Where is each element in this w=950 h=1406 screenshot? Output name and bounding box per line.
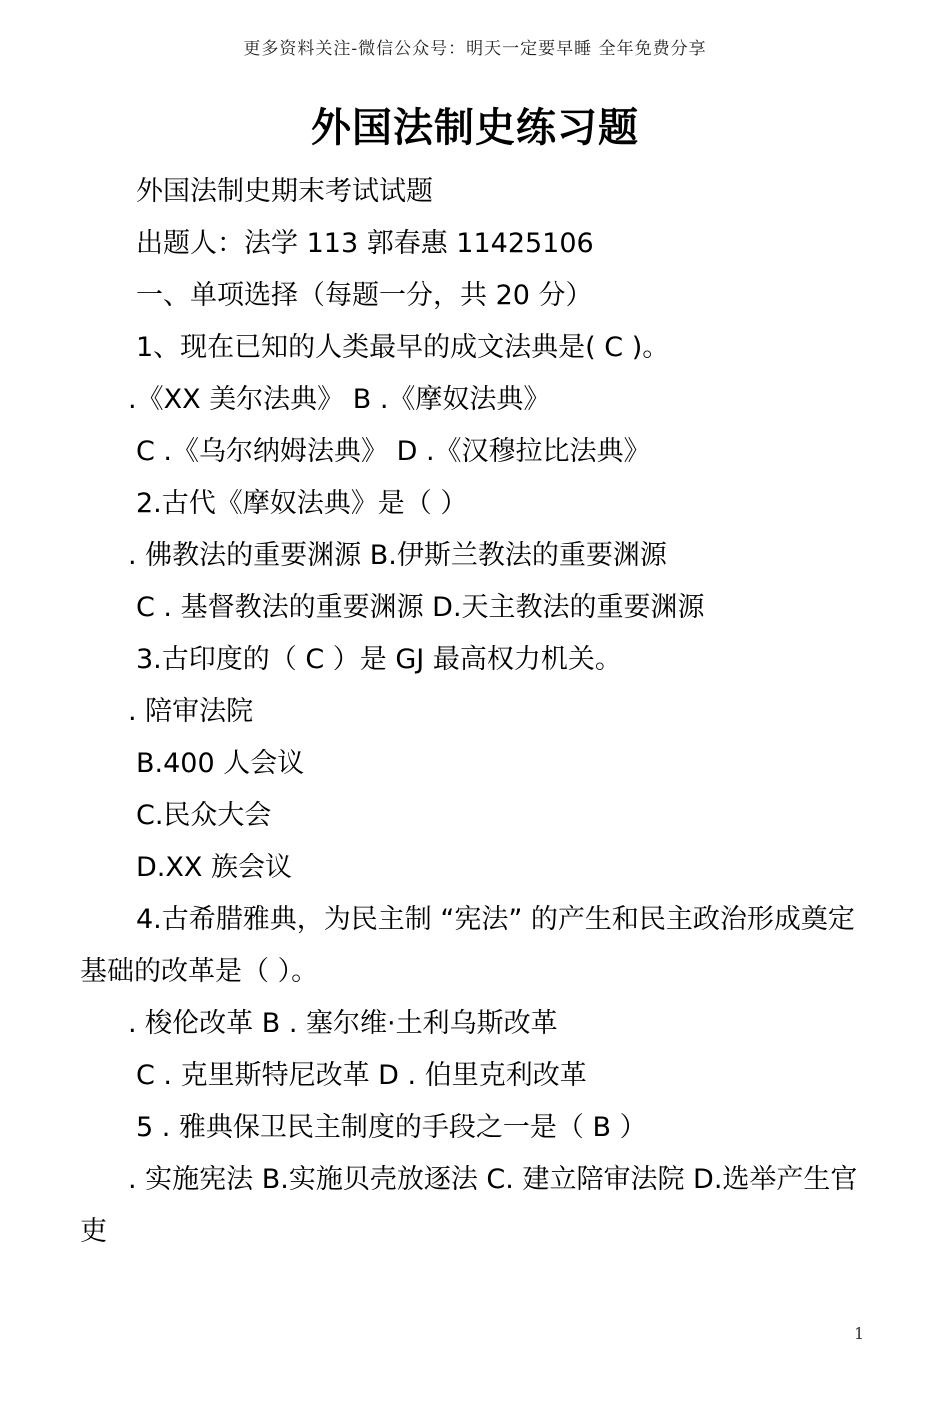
question-4 <box>80 894 880 998</box>
question-5: 5 . 雅典保卫民主制度的手段之一是（ B ） <box>136 1112 647 1143</box>
document-body <box>80 166 880 1258</box>
question-5-options <box>80 1154 880 1258</box>
question-1: 1、现在已知的人类最早的成文法典是( C )。 <box>136 332 670 363</box>
question-4-options-a-b: . 梭伦改革 B . 塞尔维·土利乌斯改革 <box>128 1008 558 1039</box>
exam-title-line: 外国法制史期末考试试题 <box>136 176 433 207</box>
question-4-text: 4.古希腊雅典，为民主制 “宪法” 的产生和民主政治形成奠定基础的改革是（ ）。 <box>80 904 855 987</box>
question-2-options-a-b: . 佛教法的重要渊源 B.伊斯兰教法的重要渊源 <box>128 540 667 571</box>
question-3-option-c: C.民众大会 <box>136 800 272 831</box>
question-5-options-text: . 实施宪法 B.实施贝壳放逐法 C. 建立陪审法院 D.选举产生官吏 <box>80 1164 858 1247</box>
question-1-options-a-b: .《XX 美尔法典》 B .《摩奴法典》 <box>128 384 551 415</box>
section-heading: 一、单项选择（每题一分，共 20 分） <box>136 280 593 311</box>
author-line: 出题人：法学 113 郭春惠 11425106 <box>136 228 594 259</box>
question-3-option-d: D.XX 族会议 <box>136 852 292 883</box>
header-note: 更多资料关注-微信公众号：明天一定要早睡 全年免费分享 <box>243 39 707 59</box>
page-number: 1 <box>854 1324 865 1343</box>
document-title: 外国法制史练习题 <box>311 105 639 151</box>
question-4-options-c-d: C . 克里斯特尼改革 D . 伯里克利改革 <box>136 1060 587 1091</box>
question-1-options-c-d: C .《乌尔纳姆法典》 D .《汉穆拉比法典》 <box>136 436 651 467</box>
question-2-options-c-d: C . 基督教法的重要渊源 D.天主教法的重要渊源 <box>136 592 705 623</box>
question-3-option-a: . 陪审法院 <box>128 696 254 727</box>
question-3: 3.古印度的（ C ）是 GJ 最高权力机关。 <box>136 644 622 675</box>
question-2: 2.古代《摩奴法典》是（ ） <box>136 488 468 519</box>
question-3-option-b: B.400 人会议 <box>136 748 305 779</box>
